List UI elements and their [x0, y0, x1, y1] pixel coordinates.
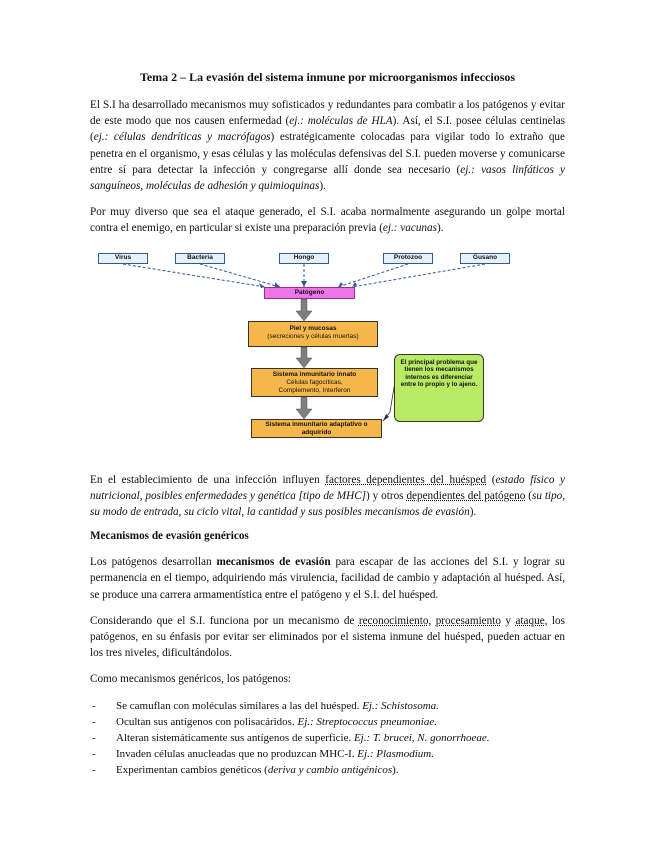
text: ) y otros: [366, 489, 407, 502]
text: Alteran sistemáticamente sus antígenos de superficie.: [116, 731, 354, 744]
text: Por muy diverso que sea el ataque generado, el S.I. acaba normalmente asegurando un golpe mortal contra el enemigo, en particular si existe una preparación previa (: [90, 206, 565, 235]
text-bold: mecanismos de evasión: [216, 556, 331, 569]
text: (: [525, 489, 532, 502]
paragraph-attack: [90, 204, 565, 236]
text: para escapar de las acciones del S.I. y lograr su permanencia en el tiempo, adquiriendo más virulencia, facilidad de cambio y adaptación al huésped. Así, se produce una carrera armamentística entre el patógeno y el S.I. del huésped.: [90, 556, 566, 601]
text: En el establecimiento de una infección influyen: [90, 473, 326, 486]
text: Considerando que el S.I. funciona por un mecanismo de: [90, 614, 359, 627]
text: Se camuflan con moléculas similares a las del huésped.: [116, 699, 363, 712]
text-underlined: reconocimiento: [358, 614, 429, 627]
pathogen-type-protozoo: Protozoo: [383, 253, 433, 264]
text: Invaden células anucleadas que no produzcan MHC-I.: [116, 747, 358, 760]
arrow-down-1: [296, 299, 312, 321]
text: (: [486, 473, 496, 486]
paragraph-list-intro: Como mecanismos genéricos, los patógenos:: [90, 673, 292, 686]
list-item: [90, 714, 565, 730]
text-italic: Ej.: T. brucei, N. gonorrhoeae.: [353, 731, 490, 744]
text: ).: [319, 180, 326, 193]
page-title: Tema 2 – La evasión del sistema inmune por microorganismos infecciosos: [139, 70, 516, 84]
text-italic: deriva y cambio antigénicos: [267, 763, 393, 776]
paragraph-levels: [90, 613, 565, 662]
text: Los patógenos desarrollan: [90, 556, 217, 569]
text-italic: ej.: vacunas: [382, 222, 437, 235]
text: ,: [428, 614, 436, 627]
pathogen-type-virus: Virus: [98, 253, 148, 264]
text: y: [500, 614, 516, 627]
arrow-down-3: [296, 397, 312, 419]
paragraph-infection-factors: [90, 472, 565, 521]
text-underlined: factores dependientes del huésped: [325, 473, 487, 486]
pathogen-box: Patógeno: [264, 287, 355, 299]
mechanisms-list: [90, 698, 565, 778]
text: ).: [469, 506, 477, 519]
paragraph-evasion: [90, 554, 565, 603]
barrier-box: [248, 321, 378, 347]
text-italic: ej.: células dendríticas y macrófagos: [93, 131, 271, 144]
text: Ocultan sus antígenos con polisacáridos.: [116, 715, 298, 728]
adaptive-immunity-box: Sistema inmunitario adaptativo o adquirido: [251, 419, 382, 438]
text-italic: ej.: moléculas de HLA: [289, 115, 393, 128]
pathogen-type-fungus: Hongo: [279, 253, 329, 264]
text: ) estratégicamente colocadas para vigilar todo lo extraño que penetra en el organismo, y esas células y las moléculas defensivas del S.I. pueden moverse y comunicarse entre sí para detectar la infección y congregarse allí donde sea necesario (: [90, 131, 565, 176]
flow-arrows: [296, 299, 312, 419]
barrier-title: Piel y mucosas: [289, 324, 337, 332]
pathogen-type-worm: Gusano: [460, 253, 510, 264]
text-italic: Ej.: Streptococcus pneumoniae.: [297, 715, 437, 728]
paragraph-intro: [90, 97, 565, 194]
pathogen-type-bacteria: Bacteria: [175, 253, 225, 264]
text: ).: [392, 763, 399, 776]
text-italic: ej.: vasos linfáticos y sanguíneos, moléculas de adhesión y quimioquinas: [90, 163, 565, 193]
text-italic: su tipo, su modo de entrada, su ciclo vital, la cantidad y sus posibles mecanismos de evasión: [90, 489, 566, 519]
text-italic: Ej.: Schistosoma.: [362, 699, 439, 712]
list-item: [90, 730, 565, 746]
text: El S.I ha desarrollado mecanismos muy sofisticados y redundantes para combatir a los patógenos y evitar de este modo que nos causen enfermedad (: [90, 99, 565, 128]
text-underlined: ataque: [515, 614, 545, 627]
text: , los patógenos, en su énfasis por evitar ser eliminados por el sistema inmune del huésped, pueden actuar en los tres niveles, dificultándolos.: [90, 614, 566, 660]
arrow-down-2: [296, 347, 312, 368]
innate-title: Sistema inmunitario innato: [272, 370, 357, 378]
text-italic: Ej.: Plasmodium.: [357, 747, 434, 760]
barrier-subtitle: (secreciones y células muertas): [267, 332, 359, 340]
list-item: [90, 746, 565, 762]
text-underlined: procesamiento: [435, 614, 501, 627]
innate-subtitle: Células fagocíticas, Complemento, Interferon: [278, 378, 351, 394]
list-item: [90, 762, 565, 778]
text-underlined: dependientes del patógeno: [406, 489, 526, 502]
callout-note: El principal problema que tienen los mecanismos internos es diferenciar entre lo propio y lo ajeno.: [394, 354, 484, 422]
text: Experimentan cambios genéticos (: [116, 763, 268, 776]
text: ). Así, el S.I. posee células centinelas (: [90, 115, 566, 144]
immune-defense-diagram: [90, 247, 565, 462]
section-heading: Mecanismos de evasión genéricos: [90, 530, 249, 543]
document-page: [90, 70, 565, 778]
list-item: [90, 698, 565, 714]
text: ).: [436, 222, 444, 235]
innate-immunity-box: [251, 368, 378, 397]
text-italic: estado físico y nutricional, posibles enfermedades y genética [tipo de MHC]: [90, 473, 565, 502]
